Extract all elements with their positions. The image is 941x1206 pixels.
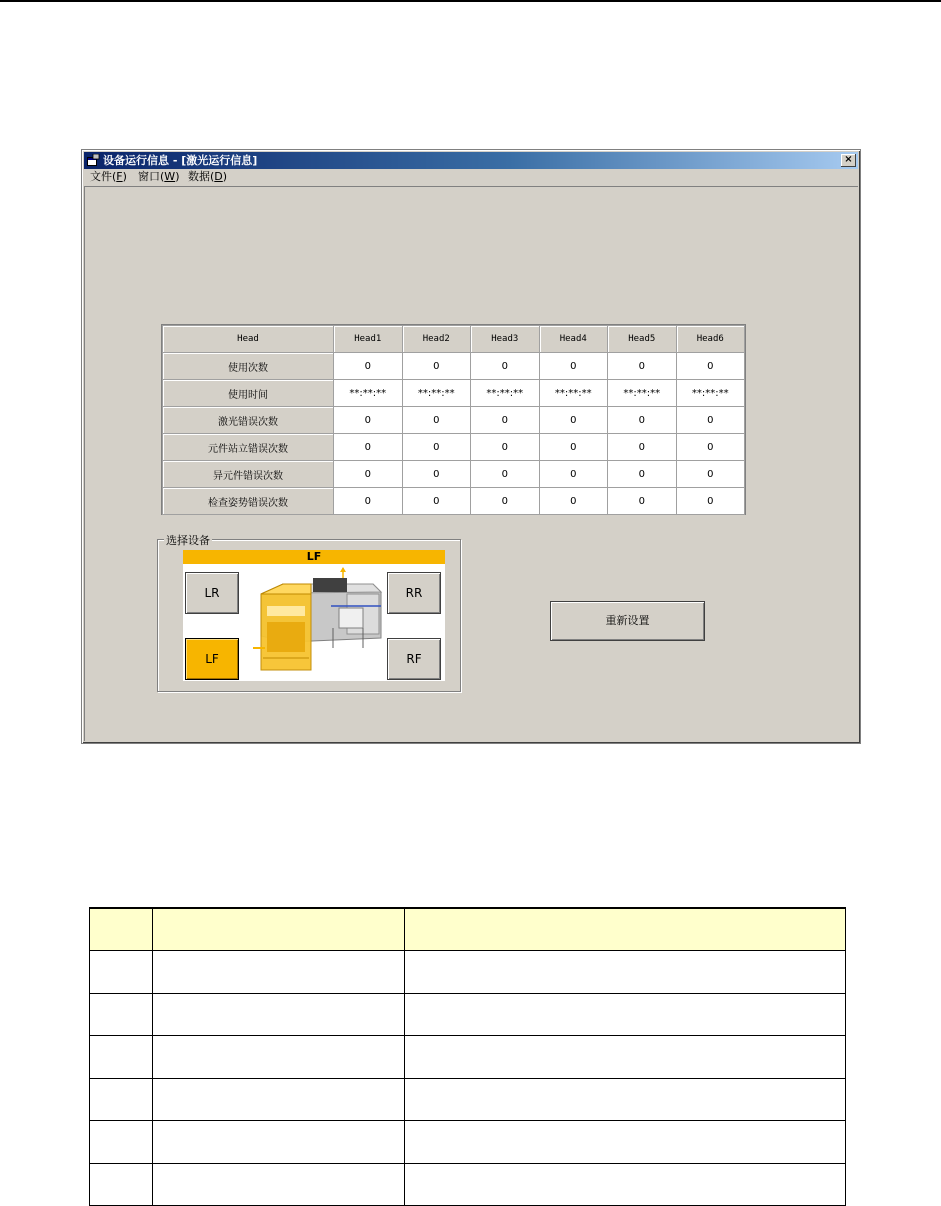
app-window-icon (87, 154, 100, 166)
grid-cell[interactable]: 0 (402, 353, 471, 380)
menu-file-key: F (116, 170, 123, 183)
row-label: 激光错误次数 (163, 407, 334, 434)
grid-cell[interactable]: 0 (608, 488, 677, 515)
grid-cell[interactable]: **:**:** (608, 380, 677, 407)
device-button-rf[interactable]: RF (387, 638, 441, 680)
title-bar[interactable] (84, 152, 858, 169)
grid-cell[interactable]: 0 (402, 488, 471, 515)
grid-header-cell: Head (163, 326, 334, 353)
client-area (84, 186, 858, 741)
grid-header-cell[interactable]: Head6 (676, 326, 745, 353)
menu-data-key: D (214, 170, 223, 183)
row-label: 元件站立错误次数 (163, 434, 334, 461)
close-icon: × (844, 154, 853, 165)
grid-cell[interactable]: 0 (608, 461, 677, 488)
doc-cell (153, 1036, 405, 1078)
grid-cell[interactable]: 0 (402, 461, 471, 488)
menu-file[interactable]: 文件(F) (90, 170, 127, 183)
menu-data-label: 数据 (188, 170, 210, 183)
doc-cell (153, 1121, 405, 1163)
grid-cell[interactable]: 0 (471, 461, 540, 488)
grid-cell[interactable]: 0 (471, 434, 540, 461)
table-row (90, 951, 846, 993)
row-label: 使用时间 (163, 380, 334, 407)
doc-cell (405, 1163, 846, 1205)
table-row (163, 407, 745, 434)
selected-device-banner: LF (183, 550, 445, 564)
doc-cell (90, 1036, 153, 1078)
doc-cell (90, 951, 153, 993)
grid-header-cell[interactable]: Head4 (539, 326, 608, 353)
grid-header-cell[interactable]: Head2 (402, 326, 471, 353)
device-button-lf[interactable]: LF (185, 638, 239, 680)
grid-cell[interactable]: **:**:** (334, 380, 403, 407)
table-row (90, 993, 846, 1035)
doc-cell (405, 951, 846, 993)
close-button[interactable] (841, 154, 856, 167)
doc-cell (90, 1163, 153, 1205)
menu-file-label: 文件 (90, 170, 112, 183)
grid-cell[interactable]: 0 (334, 461, 403, 488)
grid-header-cell[interactable]: Head5 (608, 326, 677, 353)
grid-cell[interactable]: 0 (334, 434, 403, 461)
menu-bar (84, 169, 858, 185)
grid-cell[interactable]: 0 (608, 353, 677, 380)
device-info-window (81, 149, 861, 744)
grid-cell[interactable]: **:**:** (539, 380, 608, 407)
table-row (163, 434, 745, 461)
table-row (163, 353, 745, 380)
doc-cell (90, 1121, 153, 1163)
grid-cell[interactable]: 0 (539, 353, 608, 380)
reset-button[interactable]: 重新设置 (550, 601, 705, 641)
window-title: 设备运行信息 - [激光运行信息] (103, 154, 258, 167)
grid-cell[interactable]: **:**:** (676, 380, 745, 407)
grid-cell[interactable]: 0 (471, 488, 540, 515)
head-stats-grid (161, 324, 746, 515)
grid-cell[interactable]: 0 (402, 407, 471, 434)
device-panel (183, 550, 445, 681)
doc-cell (153, 951, 405, 993)
grid-cell[interactable]: 0 (676, 488, 745, 515)
table-row (90, 1078, 846, 1120)
grid-cell[interactable]: 0 (471, 407, 540, 434)
device-select-group (157, 534, 461, 692)
grid-cell[interactable]: 0 (539, 488, 608, 515)
grid-cell[interactable]: 0 (334, 407, 403, 434)
table-row (90, 1121, 846, 1163)
grid-cell[interactable]: 0 (539, 461, 608, 488)
device-button-rr[interactable]: RR (387, 572, 441, 614)
menu-window-key: W (164, 170, 176, 183)
table-row (90, 1163, 846, 1205)
grid-cell[interactable]: 0 (676, 353, 745, 380)
mounter-machine-illustration (253, 566, 389, 680)
grid-cell[interactable]: 0 (334, 353, 403, 380)
doc-cell (153, 1078, 405, 1120)
grid-header-cell[interactable]: Head1 (334, 326, 403, 353)
menu-data[interactable]: 数据(D) (188, 170, 228, 183)
table-row (163, 461, 745, 488)
menu-window[interactable]: 窗口(W) (138, 170, 180, 183)
grid-cell[interactable]: 0 (471, 353, 540, 380)
row-label: 检查姿势错误次数 (163, 488, 334, 515)
doc-cell (153, 1163, 405, 1205)
grid-cell[interactable]: 0 (676, 434, 745, 461)
doc-header-cell (90, 908, 153, 951)
grid-cell[interactable]: 0 (402, 434, 471, 461)
doc-cell (153, 993, 405, 1035)
grid-header-row (163, 326, 745, 353)
grid-cell[interactable]: **:**:** (471, 380, 540, 407)
group-label: 选择设备 (166, 534, 210, 547)
grid-header-cell[interactable]: Head3 (471, 326, 540, 353)
doc-cell (405, 1078, 846, 1120)
page-top-rule (0, 0, 941, 2)
device-button-lr[interactable]: LR (185, 572, 239, 614)
doc-header-cell (405, 908, 846, 951)
grid-cell[interactable]: 0 (539, 434, 608, 461)
doc-cell (90, 1078, 153, 1120)
grid-cell[interactable]: 0 (676, 461, 745, 488)
doc-cell (405, 1036, 846, 1078)
doc-cell (90, 993, 153, 1035)
grid-cell[interactable]: 0 (676, 407, 745, 434)
grid-cell[interactable]: 0 (608, 407, 677, 434)
table-row (163, 380, 745, 407)
table-row (163, 488, 745, 515)
doc-header-cell (153, 908, 405, 951)
doc-cell (405, 993, 846, 1035)
table-row (90, 1036, 846, 1078)
row-label: 异元件错误次数 (163, 461, 334, 488)
grid-cell[interactable]: 0 (539, 407, 608, 434)
grid-cell[interactable]: 0 (334, 488, 403, 515)
menu-window-label: 窗口 (138, 170, 160, 183)
doc-cell (405, 1121, 846, 1163)
document-table-header (90, 908, 846, 951)
row-label: 使用次数 (163, 353, 334, 380)
document-table (89, 907, 846, 1206)
grid-cell[interactable]: **:**:** (402, 380, 471, 407)
grid-cell[interactable]: 0 (608, 434, 677, 461)
